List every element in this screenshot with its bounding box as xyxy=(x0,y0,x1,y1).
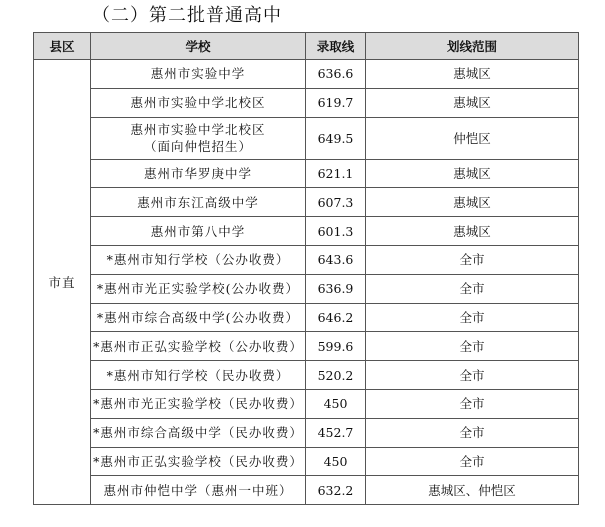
section-heading: （二）第二批普通高中 xyxy=(92,5,282,26)
school-cell: 惠州市第八中学 xyxy=(91,217,306,246)
school-cell: 惠州市华罗庚中学 xyxy=(91,159,306,188)
score-cell: 632.2 xyxy=(306,476,366,505)
range-cell: 全市 xyxy=(366,303,579,332)
school-cell: *惠州市光正实验学校(公办收费） xyxy=(91,274,306,303)
range-cell: 全市 xyxy=(366,447,579,476)
range-cell: 全市 xyxy=(366,418,579,447)
table-row xyxy=(34,332,579,361)
score-cell: 520.2 xyxy=(306,361,366,390)
school-cell: *惠州市知行学校（民办收费） xyxy=(91,361,306,390)
table-row xyxy=(34,447,579,476)
range-cell: 惠城区 xyxy=(366,60,579,89)
school-note-line: （面向仲恺招生） xyxy=(143,139,252,155)
table-row xyxy=(34,88,579,117)
table-row xyxy=(34,418,579,447)
range-cell: 惠城区 xyxy=(366,159,579,188)
score-cell: 621.1 xyxy=(306,159,366,188)
score-cell: 636.9 xyxy=(306,274,366,303)
score-cell: 450 xyxy=(306,389,366,418)
range-cell: 全市 xyxy=(366,274,579,303)
range-cell: 全市 xyxy=(366,245,579,274)
header-range: 划线范围 xyxy=(366,33,579,60)
school-cell: *惠州市光正实验学校（民办收费） xyxy=(91,389,306,418)
score-cell: 607.3 xyxy=(306,188,366,217)
county-cell: 市直 xyxy=(34,60,91,505)
range-cell: 全市 xyxy=(366,332,579,361)
score-cell: 601.3 xyxy=(306,217,366,246)
score-cell: 646.2 xyxy=(306,303,366,332)
school-cell: *惠州市知行学校（公办收费） xyxy=(91,245,306,274)
table-row xyxy=(34,274,579,303)
range-cell: 惠城区、仲恺区 xyxy=(366,476,579,505)
table-row xyxy=(34,476,579,505)
range-cell: 惠城区 xyxy=(366,217,579,246)
score-cell: 636.6 xyxy=(306,60,366,89)
table-row xyxy=(34,188,579,217)
header-school: 学校 xyxy=(91,33,306,60)
school-cell: 惠州市东江高级中学 xyxy=(91,188,306,217)
school-cell: *惠州市正弘实验学校（公办收费） xyxy=(91,332,306,361)
score-cell: 599.6 xyxy=(306,332,366,361)
school-cell: 惠州市实验中学北校区 xyxy=(91,88,306,117)
school-cell: *惠州市综合高级中学(公办收费） xyxy=(91,303,306,332)
school-cell: 惠州市实验中学 xyxy=(91,60,306,89)
range-cell: 全市 xyxy=(366,389,579,418)
range-cell: 惠城区 xyxy=(366,188,579,217)
admission-score-table xyxy=(33,32,579,505)
school-cell: 惠州市仲恺中学（惠州一中班） xyxy=(91,476,306,505)
table-row xyxy=(34,389,579,418)
score-cell: 452.7 xyxy=(306,418,366,447)
school-cell: *惠州市正弘实验学校（民办收费） xyxy=(91,447,306,476)
table-row xyxy=(34,361,579,390)
table-row xyxy=(34,303,579,332)
score-cell: 649.5 xyxy=(306,117,366,159)
table-header-row xyxy=(34,33,579,60)
table-row xyxy=(34,60,579,89)
table-row xyxy=(34,245,579,274)
table-row xyxy=(34,117,579,159)
range-cell: 仲恺区 xyxy=(366,117,579,159)
school-cell xyxy=(91,117,306,159)
score-cell: 450 xyxy=(306,447,366,476)
range-cell: 全市 xyxy=(366,361,579,390)
header-score: 录取线 xyxy=(306,33,366,60)
range-cell: 惠城区 xyxy=(366,88,579,117)
score-cell: 619.7 xyxy=(306,88,366,117)
school-name-line: 惠州市实验中学北校区 xyxy=(130,122,266,138)
school-cell: *惠州市综合高级中学（民办收费） xyxy=(91,418,306,447)
score-cell: 643.6 xyxy=(306,245,366,274)
header-county: 县区 xyxy=(34,33,91,60)
table-row xyxy=(34,159,579,188)
table-row xyxy=(34,217,579,246)
